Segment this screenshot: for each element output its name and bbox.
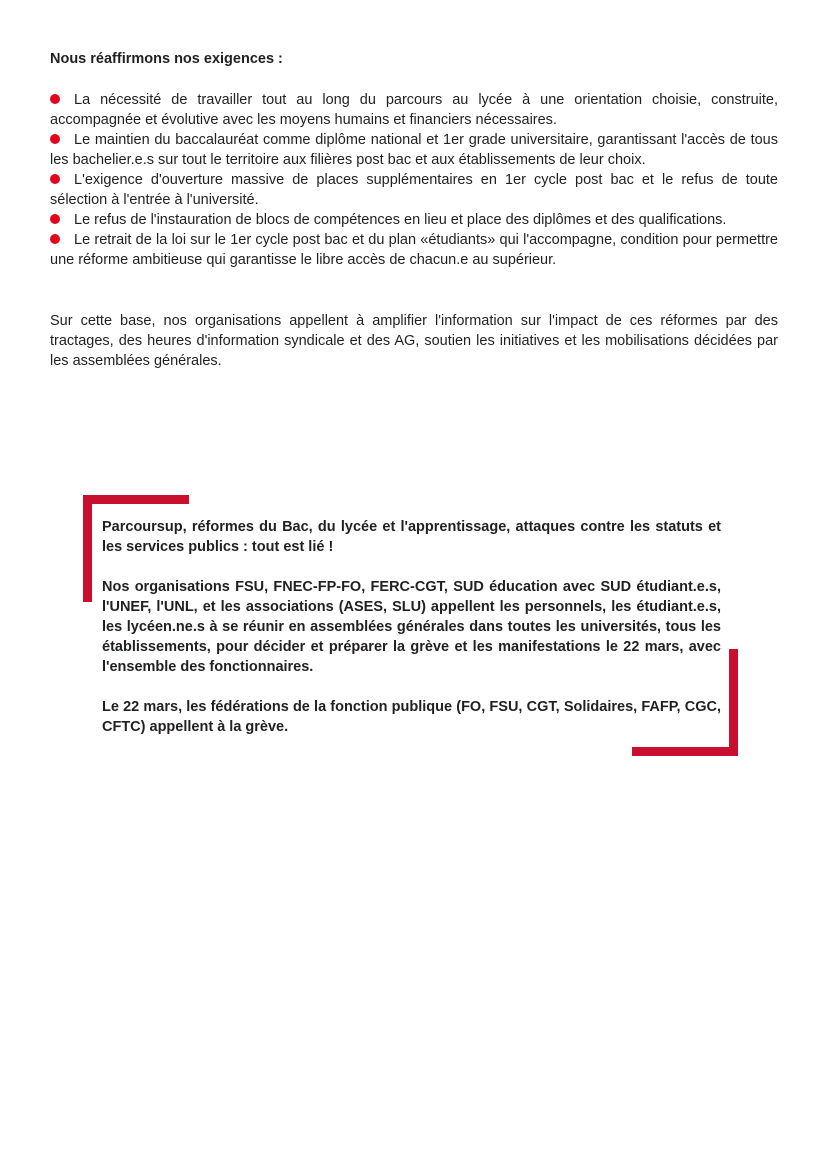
box-paragraph-1: Parcoursup, réformes du Bac, du lycée et l'apprentissage, attaques contre les statuts et les services publics : tout est lié ! (102, 519, 721, 555)
demand-text: L'exigence d'ouverture massive de places supplémentaires en 1er cycle post bac et le refus de toute sélection à l'entrée à l'université. (50, 172, 778, 208)
demand-text: La nécessité de travailler tout au long du parcours au lycée à une orientation choisie, construite, accompagnée et évolutive avec les moyens humains et financiers nécessaires. (50, 92, 778, 128)
bracket-bottom-right-vertical (729, 649, 738, 756)
demand-item (50, 130, 778, 170)
red-bullet-icon (50, 174, 60, 184)
red-bullet-icon (50, 134, 60, 144)
demand-text: Le retrait de la loi sur le 1er cycle post bac et du plan «étudiants» qui l'accompagne, condition pour permettre une réforme ambitieuse qui garantisse le libre accès de chacun.e au supérieur. (50, 232, 778, 268)
box-paragraph-3: Le 22 mars, les fédérations de la fonction publique (FO, FSU, CGT, Solidaires, FAFP, CGC, CFTC) appellent à la grève. (102, 699, 721, 735)
demands-list (50, 90, 778, 270)
section-heading: Nous réaffirmons nos exigences : (50, 51, 283, 67)
demand-item (50, 230, 778, 270)
demand-text: Le refus de l'instauration de blocs de compétences en lieu et place des diplômes et des qualifications. (74, 212, 727, 228)
highlight-box (102, 517, 721, 757)
red-bullet-icon (50, 214, 60, 224)
demand-item (50, 210, 778, 230)
demand-item (50, 170, 778, 210)
red-bullet-icon (50, 94, 60, 104)
bracket-top-left-horizontal (83, 495, 189, 504)
bracket-top-left-vertical (83, 495, 92, 602)
red-bullet-icon (50, 234, 60, 244)
box-paragraph-2: Nos organisations FSU, FNEC-FP-FO, FERC-CGT, SUD éducation avec SUD étudiant.e.s, l'UNEF, l'UNL, et les associations (ASES, SLU) appellent les personnels, les étudiant.e.s, les lycéen.ne.s à se réunir en assemblées générales dans toutes les universités, tous les établissements, pour décider et préparer la grève et les manifestations le 22 mars, avec l'ensemble des fonctionnaires. (102, 579, 721, 675)
call-to-action-paragraph: Sur cette base, nos organisations appellent à amplifier l'information sur l'impact de ces réformes par des tractages, des heures d'information syndicale et des AG, soutien les initiatives et les mobilisations décidées par les assemblées générales. (50, 313, 778, 369)
demand-item (50, 90, 778, 130)
demand-text: Le maintien du baccalauréat comme diplôme national et 1er grade universitaire, garantissant l'accès de tous les bachelier.e.s sur tout le territoire aux filières post bac et aux établissements de leur choix. (50, 132, 778, 168)
